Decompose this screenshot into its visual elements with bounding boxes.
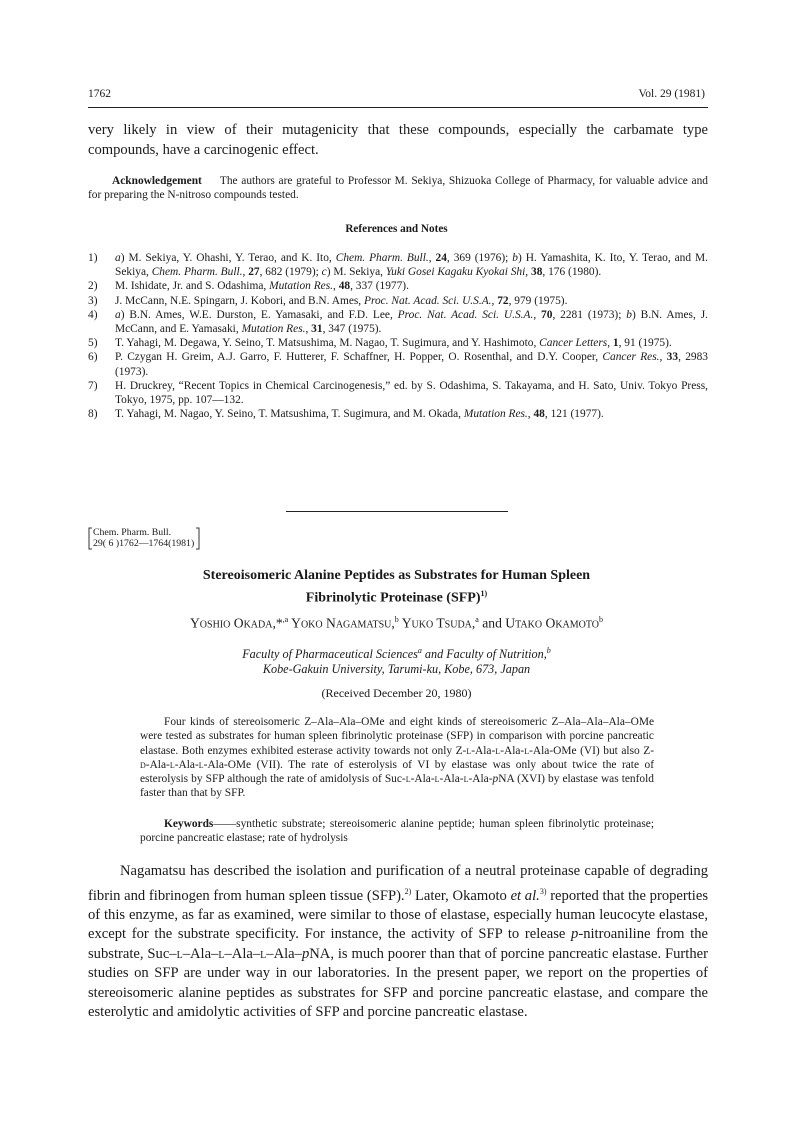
introduction-paragraph: Nagamatsu has described the isolation and purification of a neutral proteinase capable of degrading fibrin and fibrinogen from human spleen tissue (SFP).$^{2)}$ Later, Okamoto et al.$^{3)}$ reported that the properties of this enzyme, as far as examined, were similar to those of elastase, especially human leucocyte elastase, except for the substrate specificity. For instance, the activity of SFP to release p-nitroaniline from the substrate, Suc–l–Ala–l–Ala–l–Ala–pNA, is much poorer than that of porcine pancreatic elastase. Further studies on SFP are under way in our laboratories. In the present paper, we report on the properties of stereoisomeric alanine peptides as substrates for SFP and porcine pancreatic elastase, and compare the esterolytic and amidolytic activities of SFP and porcine pancreatic elastase.	[88, 863, 709, 1021]
reference-text: T. Yahagi, M. Degawa, Y. Seino, T. Matsushima, M. Nagao, T. Sugimura, and Y. Hashimoto, Cancer Letters, 1, 91 (1975).	[115, 337, 672, 350]
reference-text: M. Ishidate, Jr. and S. Odashima, Mutation Res., 48, 337 (1977).	[115, 280, 409, 293]
reference-item	[88, 336, 708, 350]
continuation-paragraph: very likely in view of their mutagenicity that these compounds, especially the carbamate type compounds, have a carcinogenic effect.	[88, 122, 708, 158]
reference-number: 3)	[88, 294, 98, 307]
reference-text: a) M. Sekiya, Y. Ohashi, Y. Terao, and K. Ito, Chem. Pharm. Bull., 24, 369 (1976); b) H. Yamashita, K. Ito, Y. Terao, and M. Sekiya, Chem. Pharm. Bull., 27, 682 (1979); c) M. Sekiya, Yuki Gosei Kagaku Kyokai Shi, 38, 176 (1980).	[115, 252, 708, 279]
keywords-text: ——synthetic substrate; stereoisomeric alanine peptide; human spleen fibrinolytic proteinase; porcine pancreatic elastase; rate of hydrolysis	[140, 818, 654, 845]
header-rule	[88, 107, 708, 108]
page-number: 1762	[88, 88, 111, 100]
reference-item	[88, 350, 708, 378]
citation-bracket-icon	[88, 527, 222, 551]
acknowledgement	[88, 174, 708, 203]
acknowledgement-heading: Acknowledgement	[112, 175, 202, 187]
article-separator	[286, 511, 508, 512]
reference-text: a) B.N. Ames, W.E. Durston, E. Yamasaki, and F.D. Lee, Proc. Nat. Acad. Sci. U.S.A., 70, 2281 (1973); b) B.N. Ames, J. McCann, and E. Yamasaki, Mutation Res., 31, 347 (1975).	[115, 308, 708, 336]
reference-item	[88, 294, 708, 308]
reference-item	[88, 251, 708, 279]
reference-text: P. Czygan H. Greim, A.J. Garro, F. Hutterer, F. Schaffner, H. Popper, O. Rosenthal, and D.Y. Cooper, Cancer Res., 33, 2983 (1973).	[115, 351, 708, 378]
citation-box	[88, 527, 194, 549]
reference-number: 2)	[88, 280, 98, 293]
reference-text: T. Yahagi, M. Nagao, Y. Seino, T. Matsushima, T. Sugimura, and M. Okada, Mutation Res., 48, 121 (1977).	[115, 408, 604, 421]
article-affiliation: Faculty of Pharmaceutical Sciences$^a$ and Faculty of Nutrition,$^b$ Kobe-Gakuin University, Tarumi-ku, Kobe, 673, Japan	[242, 646, 551, 677]
journal-volume: Vol. 29 (1981)	[638, 88, 705, 100]
acknowledgement-text: The authors are grateful to Professor M. Sekiya, Shizuoka College of Pharmacy, for valuable advice and for preparing the N-nitroso compounds tested.	[88, 175, 708, 202]
references-list	[88, 251, 708, 421]
reference-text: H. Druckrey, “Recent Topics in Chemical Carcinogenesis,” ed. by S. Odashima, S. Takayama, and H. Sato, Univ. Tokyo Press, Tokyo, 1975, pp. 107—132.	[115, 379, 708, 407]
reference-item	[88, 379, 708, 407]
reference-number: 1)	[88, 252, 98, 264]
reference-number: 7)	[88, 379, 98, 392]
received-date: (Received December 20, 1980)	[321, 686, 472, 700]
citation-issue: 29( 6 )1762—1764(1981)	[93, 538, 195, 549]
reference-item	[88, 308, 708, 336]
citation-journal: Chem. Pharm. Bull.	[93, 527, 172, 538]
article-authors: Yoshio Okada,*$^{,a}$ Yoko Nagamatsu,$^b$ Yuko Tsuda,$^a$ and Utako Okamoto$^b$	[189, 615, 604, 631]
article-title: Stereoisomeric Alanine Peptides as Substrates for Human Spleen Fibrinolytic Proteinase (SFP)$^{1)}$	[202, 568, 591, 606]
reference-text: J. McCann, N.E. Spingarn, J. Kobori, and B.N. Ames, Proc. Nat. Acad. Sci. U.S.A., 72, 979 (1975).	[115, 294, 568, 307]
introduction	[88, 862, 708, 1023]
reference-number: 4)	[88, 308, 98, 321]
reference-item	[88, 279, 708, 293]
references-heading: References and Notes	[345, 223, 448, 235]
abstract: Four kinds of stereoisomeric Z–Ala–Ala–OMe and eight kinds of stereoisomeric Z–Ala–Ala–Ala–OMe were tested as substrates for human spleen fibrinolytic proteinase (SFP) in comparison with porcine pancreatic elastase. Both enzymes exhibited esterase activity towards not only Z-l-Ala-l-Ala-l-Ala-OMe (VI) but also Z-d-Ala-l-Ala-l-Ala-OMe (VII). The rate of esterolysis of VI by elastase was only about twice the rate of esterolysis by SFP although the rate of amidolysis of Suc-l-Ala-l-Ala-l-Ala-pNA (XVI) by elastase was tenfold faster than that by SFP.	[140, 716, 654, 800]
reference-number: 5)	[88, 337, 98, 350]
keywords-label: Keywords	[164, 818, 214, 830]
reference-item	[88, 407, 708, 421]
reference-number: 8)	[88, 408, 98, 421]
reference-number: 6)	[88, 351, 98, 364]
keywords	[140, 817, 654, 846]
